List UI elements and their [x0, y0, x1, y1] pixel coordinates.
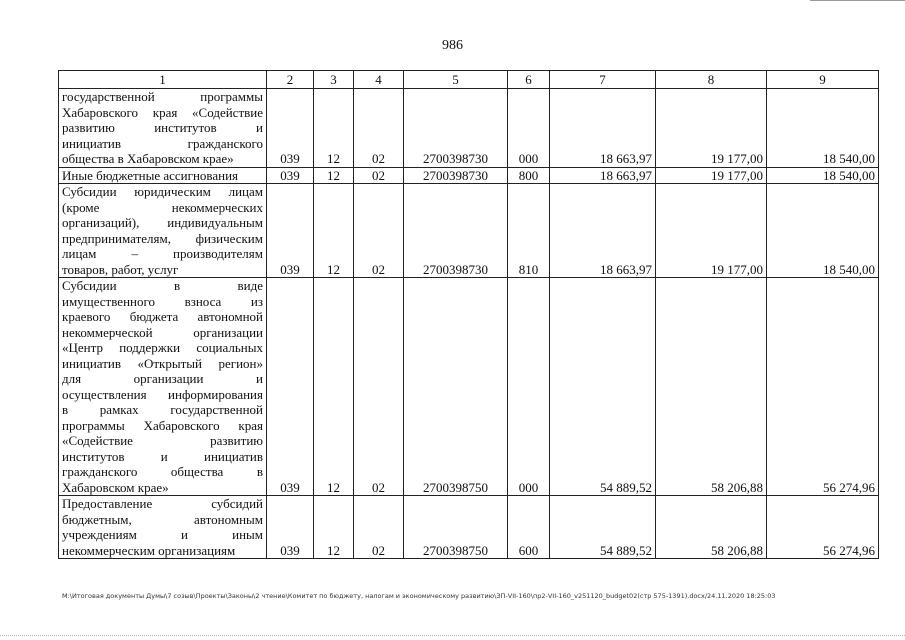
table-row [59, 184, 879, 278]
amount-year1-cell: 18 663,97 [550, 167, 656, 184]
expense-type-cell: 600 [508, 496, 550, 559]
expense-name-line: лицам – производителям [62, 246, 263, 261]
amount-year1-cell: 18 663,97 [550, 184, 656, 278]
target-article-cell: 2700398730 [404, 167, 508, 184]
scan-bottom-edge [0, 635, 905, 637]
column-header: 6 [508, 71, 550, 89]
expense-name-line: Субсидии юридическим лицам [62, 184, 263, 199]
column-header: 2 [267, 71, 314, 89]
expense-name-line: организаций), индивидуальным [62, 215, 263, 230]
expense-name-cell [59, 278, 267, 496]
amount-year2-cell: 58 206,88 [656, 496, 767, 559]
expense-name-line: осуществления информирования [62, 386, 263, 402]
column-header: 5 [404, 71, 508, 89]
section-code-cell: 12 [314, 184, 354, 278]
amount-year3-cell: 56 274,96 [767, 278, 879, 496]
ministry-code-cell: 039 [267, 184, 314, 278]
amount-year2-cell: 58 206,88 [656, 278, 767, 496]
expense-name-line: предпринимателям, физическим [62, 230, 263, 246]
expense-name-line: «Содействие развитию [62, 433, 263, 448]
budget-table-container [58, 70, 879, 559]
section-code-cell: 12 [314, 496, 354, 559]
subsection-code-cell: 02 [354, 278, 404, 496]
amount-year3-cell: 18 540,00 [767, 167, 879, 184]
expense-name-line: учреждениям и иным [62, 527, 263, 542]
column-header: 1 [59, 71, 267, 89]
table-header-row [59, 71, 879, 89]
amount-year2-cell: 19 177,00 [656, 167, 767, 184]
table-row [59, 89, 879, 168]
subsection-code-cell: 02 [354, 184, 404, 278]
target-article-cell: 2700398730 [404, 89, 508, 168]
subsection-code-cell: 02 [354, 89, 404, 168]
table-row [59, 496, 879, 559]
expense-name-line: Хабаровского края «Содействие [62, 104, 263, 120]
amount-year3-cell: 56 274,96 [767, 496, 879, 559]
table-body [59, 89, 879, 559]
expense-name-line: развитию институтов и [62, 120, 263, 135]
expense-name-line: инициатив гражданского [62, 135, 263, 151]
amount-year2-cell: 19 177,00 [656, 89, 767, 168]
budget-table [58, 70, 879, 559]
ministry-code-cell: 039 [267, 496, 314, 559]
section-code-cell: 12 [314, 278, 354, 496]
scan-edge-line [810, 0, 905, 1]
amount-year3-cell: 18 540,00 [767, 89, 879, 168]
document-path-footer: M:\Итоговая документы Думы\7 созыв\Проекты\Законы\2 чтение\Комитет по бюджету, налогам и экономическому развитию\ЗП-VII-160\пр2-VII-160_v251120_budget02(стр 575-1391).docx/24.11.2020 18:25:03 [62, 592, 776, 600]
expense-name-line: общества в Хабаровском крае» [62, 151, 234, 166]
expense-name-line: «Центр поддержки социальных [62, 340, 263, 355]
expense-name-line: гражданского общества в [62, 464, 263, 479]
expense-name-cell [59, 184, 267, 278]
target-article-cell: 2700398750 [404, 278, 508, 496]
expense-name-cell [59, 89, 267, 168]
column-header: 7 [550, 71, 656, 89]
expense-name-line: некоммерческим организациям [62, 542, 236, 558]
section-code-cell: 12 [314, 89, 354, 168]
expense-name-line: в рамках государственной [62, 402, 263, 417]
expense-name-line: инициатив «Открытый регион» [62, 355, 263, 371]
column-header: 8 [656, 71, 767, 89]
column-header: 3 [314, 71, 354, 89]
expense-name-line: имущественного взноса из [62, 293, 263, 309]
subsection-code-cell: 02 [354, 496, 404, 559]
column-header: 9 [767, 71, 879, 89]
expense-name-line: государственной программы [62, 89, 263, 104]
section-code-cell: 12 [314, 167, 354, 184]
target-article-cell: 2700398730 [404, 184, 508, 278]
expense-type-cell: 810 [508, 184, 550, 278]
ministry-code-cell: 039 [267, 167, 314, 184]
amount-year1-cell: 54 889,52 [550, 496, 656, 559]
page-number: 986 [442, 38, 463, 53]
expense-name-line: для организации и [62, 371, 263, 386]
amount-year1-cell: 54 889,52 [550, 278, 656, 496]
table-row [59, 278, 879, 496]
expense-name-line: институтов и инициатив [62, 448, 263, 464]
expense-type-cell: 000 [508, 89, 550, 168]
expense-name-line: (кроме некоммерческих [62, 199, 263, 215]
ministry-code-cell: 039 [267, 89, 314, 168]
amount-year3-cell: 18 540,00 [767, 184, 879, 278]
expense-name-line: Иные бюджетные ассигнования [62, 167, 239, 183]
expense-type-cell: 800 [508, 167, 550, 184]
subsection-code-cell: 02 [354, 167, 404, 184]
expense-name-line: некоммерческой организации [62, 324, 263, 340]
table-row [59, 167, 879, 184]
expense-name-line: Субсидии в виде [62, 278, 263, 293]
expense-name-line: краевого бюджета автономной [62, 309, 263, 324]
expense-name-line: программы Хабаровского края [62, 417, 263, 433]
target-article-cell: 2700398750 [404, 496, 508, 559]
expense-name-cell [59, 167, 267, 184]
expense-name-line: Предоставление субсидий [62, 496, 263, 511]
expense-name-line: бюджетным, автономным [62, 511, 263, 527]
expense-type-cell: 000 [508, 278, 550, 496]
column-header: 4 [354, 71, 404, 89]
amount-year2-cell: 19 177,00 [656, 184, 767, 278]
expense-name-line: Хабаровском крае» [62, 479, 169, 495]
amount-year1-cell: 18 663,97 [550, 89, 656, 168]
ministry-code-cell: 039 [267, 278, 314, 496]
expense-name-line: товаров, работ, услуг [62, 261, 179, 277]
expense-name-cell [59, 496, 267, 559]
